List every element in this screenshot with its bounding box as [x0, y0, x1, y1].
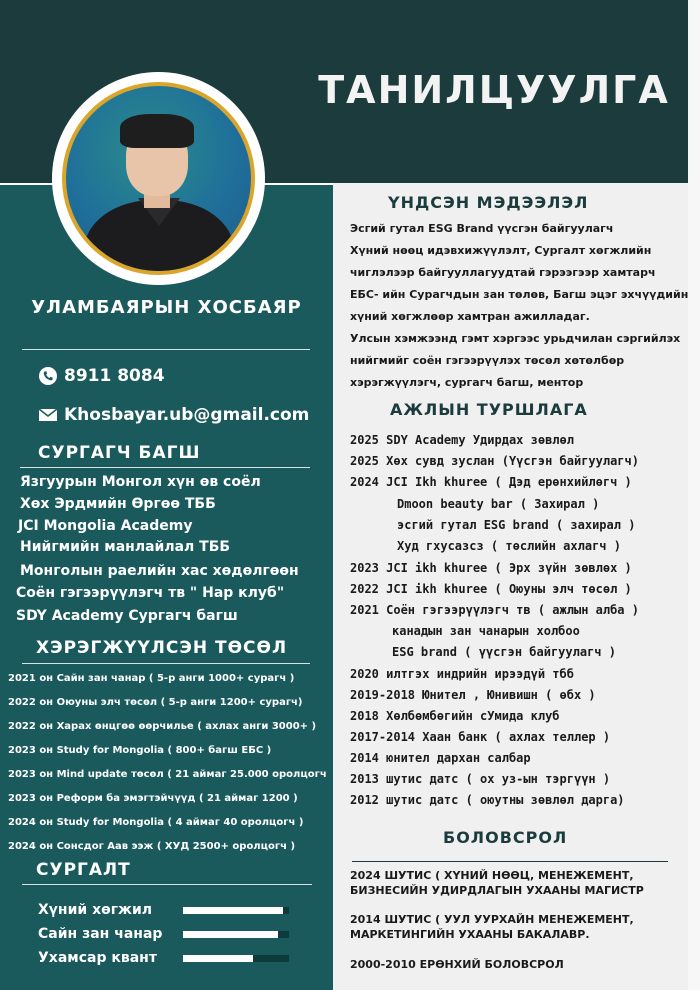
training-bar-fill [183, 955, 253, 962]
experience-line: 2012 шутис датс ( оюутны зөвлөл дарга) [350, 793, 625, 807]
teacher-item: SDY Academy Сургагч багш [16, 608, 238, 624]
project-item: 2023 он Mind update төсөл ( 21 аймаг 25.000 оролцогч [8, 769, 327, 780]
project-item: 2023 он Реформ ба эмэгтэйчүүд ( 21 аймаг 1200 ) [8, 793, 298, 804]
education-heading: БОЛОВСРОЛ [443, 828, 568, 847]
teacher-item: Соён гэгээрүүлэгч тв " Нар клуб" [16, 585, 285, 601]
basic-info-line: Эсгий гутал ESG Brand үүсгэн байгуулагч [350, 222, 614, 235]
basic-info-line: нийгмийг соён гэгээрүүлэх төсөл хөтөлбөр [350, 354, 625, 367]
training-bar-fill [183, 931, 278, 938]
training-divider [22, 884, 312, 885]
experience-line: 2025 Хөх сувд зуслан (Үүсгэн байгуулагч) [350, 454, 639, 468]
experience-line: 2020 илтгэх индрийн ирээдүй тбб [350, 667, 574, 681]
education-line: 2014 ШУТИС ( УУЛ УУРХАЙН МЕНЕЖЕМЕНТ, [350, 913, 634, 926]
phone-icon [38, 366, 58, 386]
project-item: 2021 он Сайн зан чанар ( 5-р анги 1000+ сурагч ) [8, 673, 295, 684]
basic-info-line: хүний хөгжлөөр хамтран ажилладаг. [350, 310, 590, 323]
experience-line: 2019-2018 Юнител , Юнивишн ( өбх ) [350, 688, 596, 702]
experience-line: 2021 Соён гэгээрүүлэгч тв ( ажлын алба ) [350, 603, 639, 617]
training-heading: СУРГАЛТ [36, 860, 131, 880]
email-address: Khosbayar.ub@gmail.com [64, 405, 310, 425]
project-item: 2024 он Сонсдог Аав ээж ( ХУД 2500+ оролцогч ) [8, 841, 296, 852]
teacher-item: Язгуурын Монгол хүн өв соёл [20, 474, 261, 490]
experience-line: Dmoon beauty bar ( Захирал ) [397, 497, 600, 511]
project-item: 2024 он Study for Mongolia ( 4 аймаг 40 оролцогч ) [8, 817, 304, 828]
experience-heading: АЖЛЫН ТУРШЛАГА [390, 400, 588, 419]
page-title: ТАНИЛЦУУЛГА [318, 68, 670, 112]
teacher-item: JCI Mongolia Academy [18, 518, 193, 534]
envelope-icon [38, 407, 58, 423]
project-item: 2022 он Оюуны элч төсөл ( 5-р анги 1200+ сурагч) [8, 697, 303, 708]
teacher-divider [20, 467, 310, 468]
teacher-heading: СУРГАГЧ БАГШ [38, 443, 201, 463]
training-label: Ухамсар квант [38, 950, 157, 966]
projects-divider [22, 663, 310, 664]
project-item: 2022 он Харах өнцгөө өөрчилье ( ахлах анги 3000+ ) [8, 721, 317, 732]
experience-line: Худ гхусазсз ( төслийн ахлагч ) [397, 539, 621, 553]
basic-info-line: Хүний нөөц идэвхижүүлэлт, Сургалт хөгжлийн [350, 244, 652, 257]
training-bar [183, 955, 289, 962]
experience-line: 2022 JCI ikh khuree ( Оюуны элч төсөл ) [350, 582, 632, 596]
basic-info-line: ЕБС- ийн Сурагчдын зан төлөв, Багш эцэг эхчүүдийн [350, 288, 689, 301]
teacher-item: Хөх Эрдмийн Өргөө ТББ [20, 496, 216, 512]
teacher-item: Монголын раелийн хас хөдөлгөөн [20, 563, 299, 579]
education-line: МАРКЕТИНГИЙН УХААНЫ БАКАЛАВР. [350, 928, 590, 941]
email-row[interactable] [38, 405, 309, 425]
experience-line: 2023 JCI ikh khuree ( Эрх зүйн зөвлөх ) [350, 561, 632, 575]
education-divider [352, 861, 668, 862]
projects-heading: ХЭРЭГЖҮҮЛСЭН ТӨСӨЛ [36, 638, 288, 658]
person-name: УЛАМБАЯРЫН ХОСБАЯР [31, 297, 302, 318]
experience-line: 2018 Хөлбөмбөгийн сУмида клуб [350, 709, 560, 723]
experience-line: 2013 шутис датс ( ох уз-ын тэргүүн ) [350, 772, 611, 786]
basic-info-line: Улсын хэмжээнд гэмт хэргээс урьдчилан сэргийлэх [350, 332, 681, 345]
experience-line: 2014 юнител дархан салбар [350, 751, 531, 765]
name-divider [22, 349, 310, 350]
basic-info-heading: ҮНДСЭН МЭДЭЭЛЭЛ [388, 193, 589, 212]
teacher-item: Нийгмийн манлайлал ТББ [20, 539, 231, 555]
training-label: Хүний хөгжил [38, 902, 153, 918]
project-item: 2023 он Study for Mongolia ( 800+ багш ЕБС ) [8, 745, 272, 756]
training-bar [183, 907, 289, 914]
experience-line: ESG brand ( үүсгэн байгуулагч ) [392, 645, 616, 659]
education-line: 2000-2010 ЕРӨНХИЙ БОЛОВСРОЛ [350, 958, 564, 971]
experience-line: 2017-2014 Хаан банк ( ахлах теллер ) [350, 730, 611, 744]
photo-hair-shape [120, 114, 194, 148]
experience-line: канадын зан чанарын холбоо [392, 624, 580, 638]
phone-number: 8911 8084 [64, 366, 165, 386]
experience-line: 2025 SDY Academy Удирдах зөвлөл [350, 433, 574, 447]
phone-row[interactable] [38, 366, 165, 386]
experience-line: 2024 JCI Ikh khuree ( Дэд ерөнхийлөгч ) [350, 475, 632, 489]
basic-info-line: чиглэлээр байгууллагуудтай гэрээгээр хамтарч [350, 266, 656, 279]
education-line: БИЗНЕСИЙН УДИРДЛАГЫН УХААНЫ МАГИСТР [350, 884, 644, 897]
basic-info-line: хэрэгжүүлэгч, сургагч багш, ментор [350, 376, 584, 389]
training-bar [183, 931, 289, 938]
profile-photo [62, 82, 255, 275]
experience-line: эсгий гутал ESG brand ( захирал ) [397, 518, 636, 532]
education-line: 2024 ШУТИС ( ХҮНИЙ НӨӨЦ, МЕНЕЖЕМЕНТ, [350, 869, 634, 882]
training-bar-fill [183, 907, 283, 914]
training-label: Сайн зан чанар [38, 926, 163, 942]
page-edge [688, 0, 700, 990]
